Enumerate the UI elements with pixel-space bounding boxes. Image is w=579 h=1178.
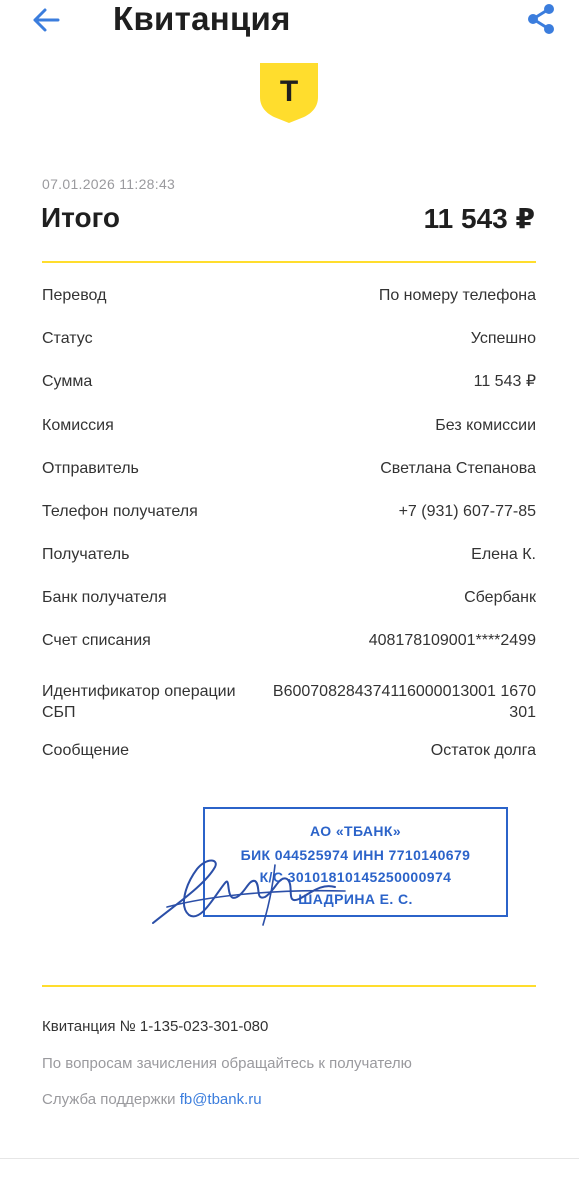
detail-value: 11 543 ₽	[473, 373, 536, 390]
detail-label: Отправитель	[42, 460, 139, 477]
detail-label: Сообщение	[42, 742, 130, 759]
detail-value: Сбербанк	[464, 589, 536, 606]
total-amount: 11 543 ₽	[423, 203, 535, 234]
total-label: Итого	[41, 202, 120, 233]
divider	[42, 261, 536, 263]
support-label: Служба поддержки	[42, 1091, 176, 1108]
detail-value: Без комиссии	[435, 417, 536, 434]
top-bar	[0, 0, 579, 50]
detail-label: Комиссия	[42, 417, 114, 434]
logo-letter: Т	[279, 75, 299, 108]
detail-value: +7 (931) 607-77-85	[398, 503, 536, 520]
contact-note: По вопросам зачисления обращайтесь к получателю	[42, 1055, 412, 1072]
stamp-bik-inn: БИК 044525974 ИНН 7710140679	[240, 847, 471, 863]
detail-label: Статус	[42, 330, 93, 347]
detail-label: Банк получателя	[42, 589, 167, 606]
share-icon[interactable]	[522, 0, 560, 38]
detail-label: Идентификатор операции СБП	[42, 683, 236, 721]
detail-label: Перевод	[42, 287, 107, 304]
bottom-divider	[0, 1158, 579, 1159]
stamp-bank-name: АО «ТБАНК»	[309, 823, 402, 839]
detail-value: 408178109001****2499	[368, 632, 536, 649]
stamp-signer: ШАДРИНА Е. С.	[298, 891, 413, 907]
receipt-datetime: 07.01.2026 11:28:43	[42, 176, 176, 192]
detail-value: Елена К.	[471, 546, 536, 563]
support-email-link[interactable]: fb@tbank.ru	[179, 1091, 262, 1108]
stamp-correspondent-account: К/С 30101810145250000974	[259, 869, 452, 885]
page-title: Квитанция	[113, 0, 291, 37]
detail-label: Сумма	[42, 373, 93, 390]
divider	[42, 985, 536, 987]
tbank-logo	[258, 61, 320, 123]
detail-label: Получатель	[42, 546, 130, 563]
detail-value: По номеру телефона	[378, 287, 536, 304]
arrow-left-icon[interactable]	[28, 4, 64, 36]
detail-value: Успешно	[470, 330, 536, 347]
detail-value: Остаток долга	[430, 742, 536, 759]
detail-label: Счет списания	[42, 632, 151, 649]
receipt-number: Квитанция № 1-135-023-301-080	[42, 1018, 269, 1035]
detail-value: B600708284374116000013001 1670301	[272, 683, 536, 721]
signature-image	[145, 845, 355, 935]
support-line	[42, 1091, 262, 1108]
detail-value: Светлана Степанова	[380, 460, 536, 477]
detail-label: Телефон получателя	[42, 503, 198, 520]
